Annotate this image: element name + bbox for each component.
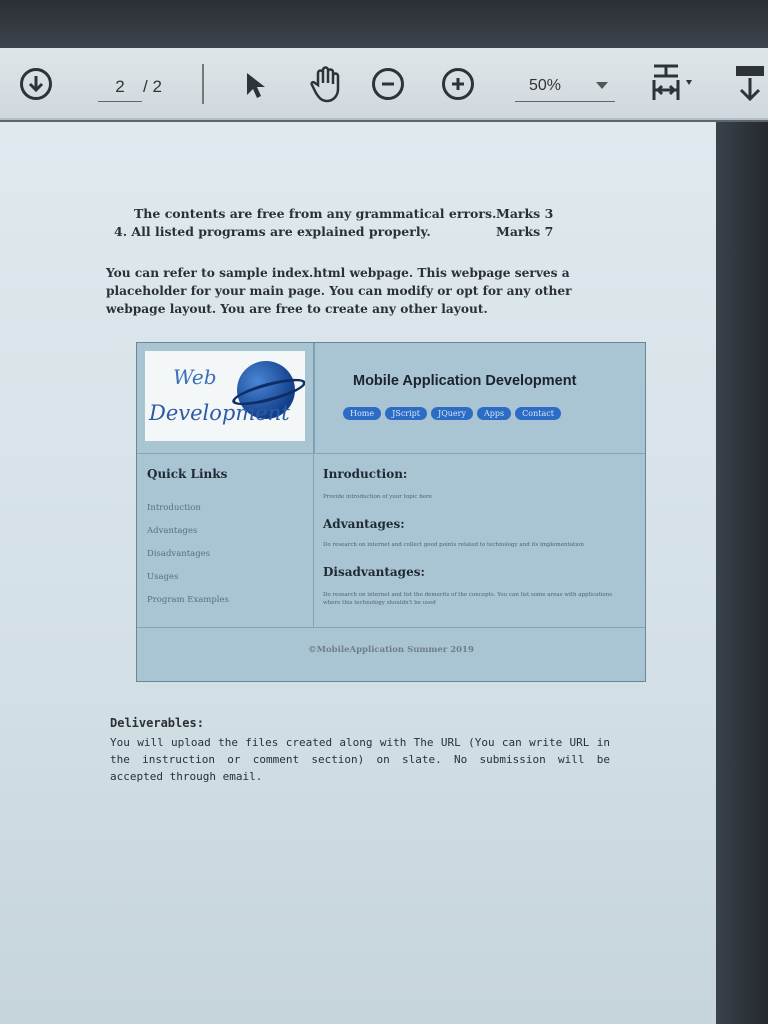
section-heading-disadvantages: Disadvantages:: [323, 565, 425, 579]
toolbar-divider: [202, 64, 204, 104]
quick-links-list: [147, 503, 229, 618]
section-heading-advantages: Advantages:: [323, 517, 405, 531]
quick-links-heading: Quick Links: [147, 467, 228, 481]
logo-text-web: Web: [173, 365, 217, 389]
section-heading-introduction: Inroduction:: [323, 467, 408, 481]
zoom-out-button[interactable]: [372, 68, 404, 100]
instruction-paragraph: You can refer to sample index.html webpage. This webpage serves a placeholder for your main page. You can modify or opt for any other webpage layout. You are free to create any other layout.: [106, 266, 572, 316]
logo-text-development: Development: [149, 401, 290, 425]
hand-tool-button[interactable]: [306, 64, 346, 104]
nav-item-jscript: JScript: [385, 407, 427, 420]
web-development-logo: [145, 351, 305, 441]
header-divider: [313, 343, 315, 453]
nav-item-jquery: JQuery: [431, 407, 473, 420]
quick-link-program-examples: Program Examples: [147, 595, 229, 605]
sample-footer: ©MobileApplication Summer 2019: [308, 645, 474, 655]
quick-link-disadvantages: Disadvantages: [147, 549, 211, 559]
criteria-marks-4: Marks 7: [496, 224, 554, 239]
window-edge: [716, 122, 768, 1024]
document-page: [0, 122, 716, 1024]
fit-page-icon: [648, 62, 698, 104]
download-arrow-button[interactable]: [732, 64, 768, 104]
zoom-out-icon: [372, 68, 404, 100]
criteria-line-3: The contents are free from any grammatical errors.: [134, 206, 497, 221]
download-icon: [20, 68, 52, 100]
zoom-level-select[interactable]: 50%: [515, 70, 615, 102]
section-text-disadvantages: Do research on internet and list the demerits of the concepts. You can list some areas with applications where this technology shouldn't be used: [323, 592, 613, 606]
nav-item-apps: Apps: [477, 407, 511, 420]
section-text-introduction: Provide introduction of your topic here: [323, 494, 432, 500]
download-button[interactable]: [20, 68, 52, 100]
fit-page-button[interactable]: [648, 62, 698, 104]
quick-link-advantages: Advantages: [147, 526, 198, 536]
deliverables-heading: Deliverables:: [110, 716, 204, 730]
header-rule: [137, 453, 645, 454]
cursor-arrow-icon: [244, 71, 266, 99]
select-tool-button[interactable]: [240, 68, 270, 102]
zoom-in-button[interactable]: [442, 68, 474, 100]
chevron-down-icon[interactable]: [596, 82, 608, 89]
criteria-line-4: 4. All listed programs are explained properly.: [114, 224, 431, 239]
sample-nav-bar: [343, 407, 561, 420]
monitor-bezel: [0, 0, 768, 50]
quick-link-usages: Usages: [147, 572, 179, 582]
download-arrow-icon: [732, 64, 768, 104]
criteria-marks-3: Marks 3: [496, 206, 554, 221]
nav-item-contact: Contact: [515, 407, 561, 420]
nav-item-home: Home: [343, 407, 381, 420]
sample-page-title: Mobile Application Development: [353, 373, 577, 389]
footer-rule: [137, 627, 645, 628]
zoom-in-icon: [442, 68, 474, 100]
hand-icon: [308, 65, 344, 103]
quick-link-introduction: Introduction: [147, 503, 201, 513]
section-text-advantages: Do research on internet and collect good points related to technology and its implementation: [323, 542, 584, 548]
sidebar-divider: [313, 453, 314, 627]
page-number-input[interactable]: 2: [98, 72, 142, 102]
deliverables-body: You will upload the files created along with The URL (You can write URL in the instruction or comment section) on slate. No submission will be accepted through email.: [110, 736, 610, 783]
page-total-label: / 2: [143, 77, 162, 96]
sample-webpage-image: [136, 342, 646, 682]
